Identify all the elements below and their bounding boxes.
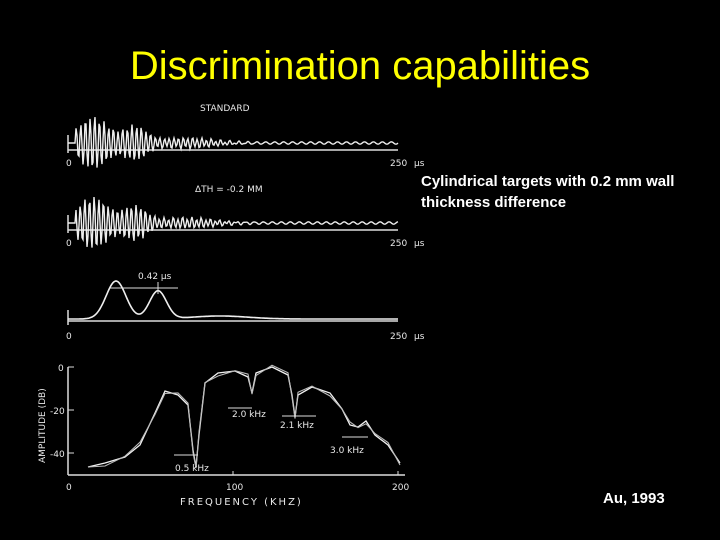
annotation-3-0-khz: 3.0 kHz bbox=[330, 446, 364, 456]
spectrum-xtick-label-200: 200 bbox=[392, 483, 410, 493]
panel3-x-end: 250 bbox=[390, 332, 408, 342]
annotation-0-5-khz: 0.5 kHz bbox=[175, 464, 209, 474]
panel2-label: ΔTH = -0.2 MM bbox=[195, 185, 263, 195]
spectrum-ytick-label-40: -40 bbox=[50, 450, 65, 460]
standard-waveform bbox=[68, 117, 398, 168]
panel2-x-end: 250 bbox=[390, 239, 408, 249]
annotation-2-1-khz: 2.1 kHz bbox=[280, 421, 314, 431]
spectrum-xlabel: FREQUENCY (KHZ) bbox=[180, 497, 303, 508]
panel3-x-unit: μs bbox=[414, 332, 425, 342]
panel1-label: STANDARD bbox=[200, 104, 250, 114]
waveform-panel-thinner bbox=[66, 185, 425, 249]
spectrum-xtick-label-0: 0 bbox=[66, 483, 72, 493]
spectrum-ylabel: AMPLITUDE (DB) bbox=[38, 388, 48, 463]
spectrum-ytick-label-20: -20 bbox=[50, 407, 65, 417]
spectrum-xtick-label-100: 100 bbox=[226, 483, 244, 493]
panel2-x-unit: μs bbox=[414, 239, 425, 249]
envelope-panel bbox=[66, 272, 425, 342]
waveform-panel-standard bbox=[66, 104, 425, 169]
citation: Au, 1993 bbox=[603, 490, 665, 507]
envelope-trace bbox=[68, 281, 398, 319]
panel1-x-end: 250 bbox=[390, 159, 408, 169]
annotation-2-0-khz: 2.0 kHz bbox=[232, 410, 266, 420]
spectrum-panel bbox=[38, 364, 409, 508]
panel3-label: 0.42 μs bbox=[138, 272, 172, 282]
figure-caption: Cylindrical targets with 0.2 mm wall thickness difference bbox=[421, 173, 675, 211]
spectrum-ytick-label-0: 0 bbox=[58, 364, 64, 374]
echo-figure-svg bbox=[30, 95, 440, 515]
panel2-x-start: 0 bbox=[66, 239, 72, 249]
panel1-x-unit: μs bbox=[414, 159, 425, 169]
thinner-waveform bbox=[68, 197, 398, 248]
panel1-x-start: 0 bbox=[66, 159, 72, 169]
panel3-x-start: 0 bbox=[66, 332, 72, 342]
echo-figure bbox=[30, 95, 440, 515]
slide-title: Discrimination capabilities bbox=[129, 44, 591, 88]
